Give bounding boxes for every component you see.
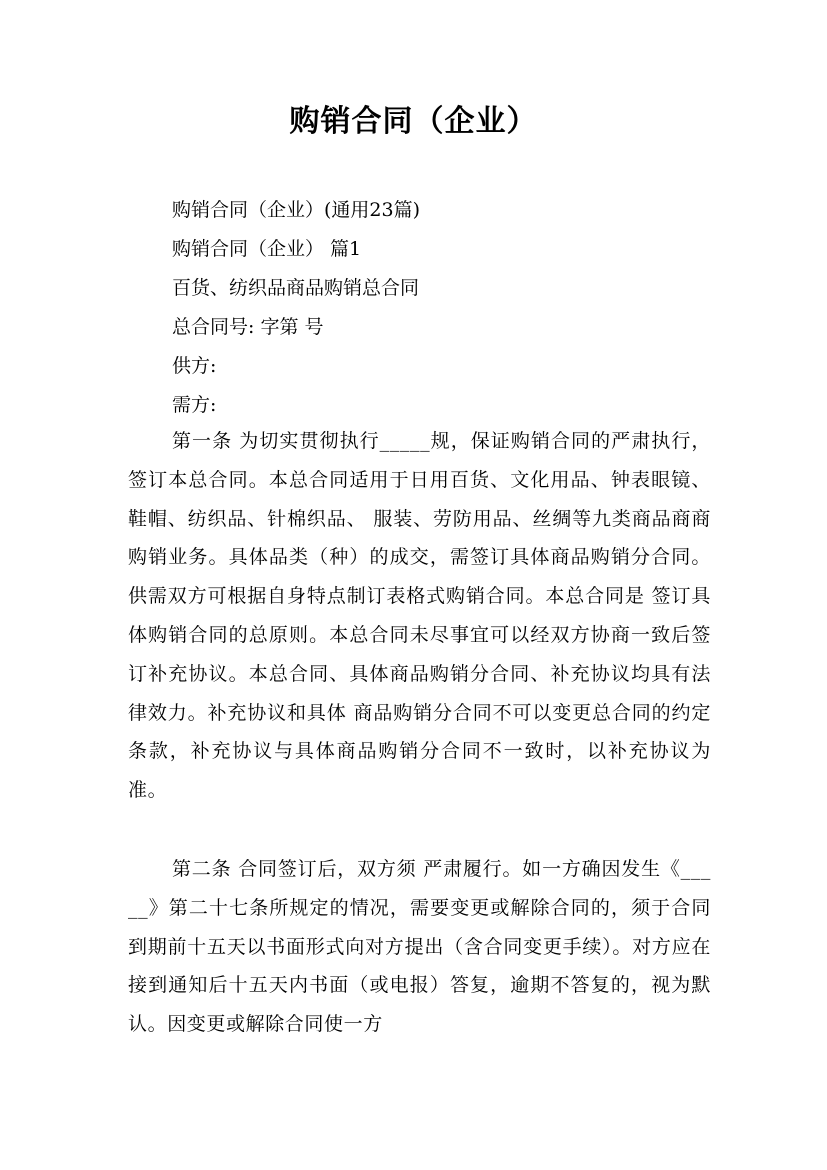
document-title: 购销合同（企业） <box>289 104 538 139</box>
supplier-field: 供方: <box>172 355 217 377</box>
article-one-paragraph: 第一条 为切实贯彻执行_____规，保证购销合同的严肃执行，签订本总合同。本总合同适用于日用百货、文化用品、钟表眼镜、鞋帽、纺织品、针棉织品、 服装、劳防用品、丝绸等九类商品商商购销业务。具体品类（种）的成交，需签订具体商品购销分合同。供需双方可根据自身特点制订表格式购销合同。本总合同是 签订具体购销合同的总原则。本总合同未尽事宜可以经双方协商一致后签订补充协议。本总合同、具体商品购销分合同、补充协议均具有法律效力。补充协议和具体 商品购销分合同不可以变更总合同的约定条款，补充协议与具体商品购销分合同不一致时，以补充协议为准。 <box>128 430 711 802</box>
contract-name: 百货、纺织品商品购销总合同 <box>172 277 420 299</box>
buyer-field: 需方: <box>172 394 217 416</box>
contract-number-field: 总合同号: 字第 号 <box>172 316 324 338</box>
article-two-paragraph: 第二条 合同签订后，双方须 严肃履行。如一方确因发生《_____》第二十七条所规定的情况，需要变更或解除合同的，须于合同到期前十五天以书面形式向对方提出（含合同变更手续）。对方应在接到通知后十五天内书面（或电报）答复，逾期不答复的，视为默认。因变更或解除合同使一方 <box>128 858 711 1036</box>
section-heading: 购销合同（企业） 篇1 <box>172 238 362 260</box>
subtitle-line: 购销合同（企业）(通用23篇) <box>172 199 421 221</box>
